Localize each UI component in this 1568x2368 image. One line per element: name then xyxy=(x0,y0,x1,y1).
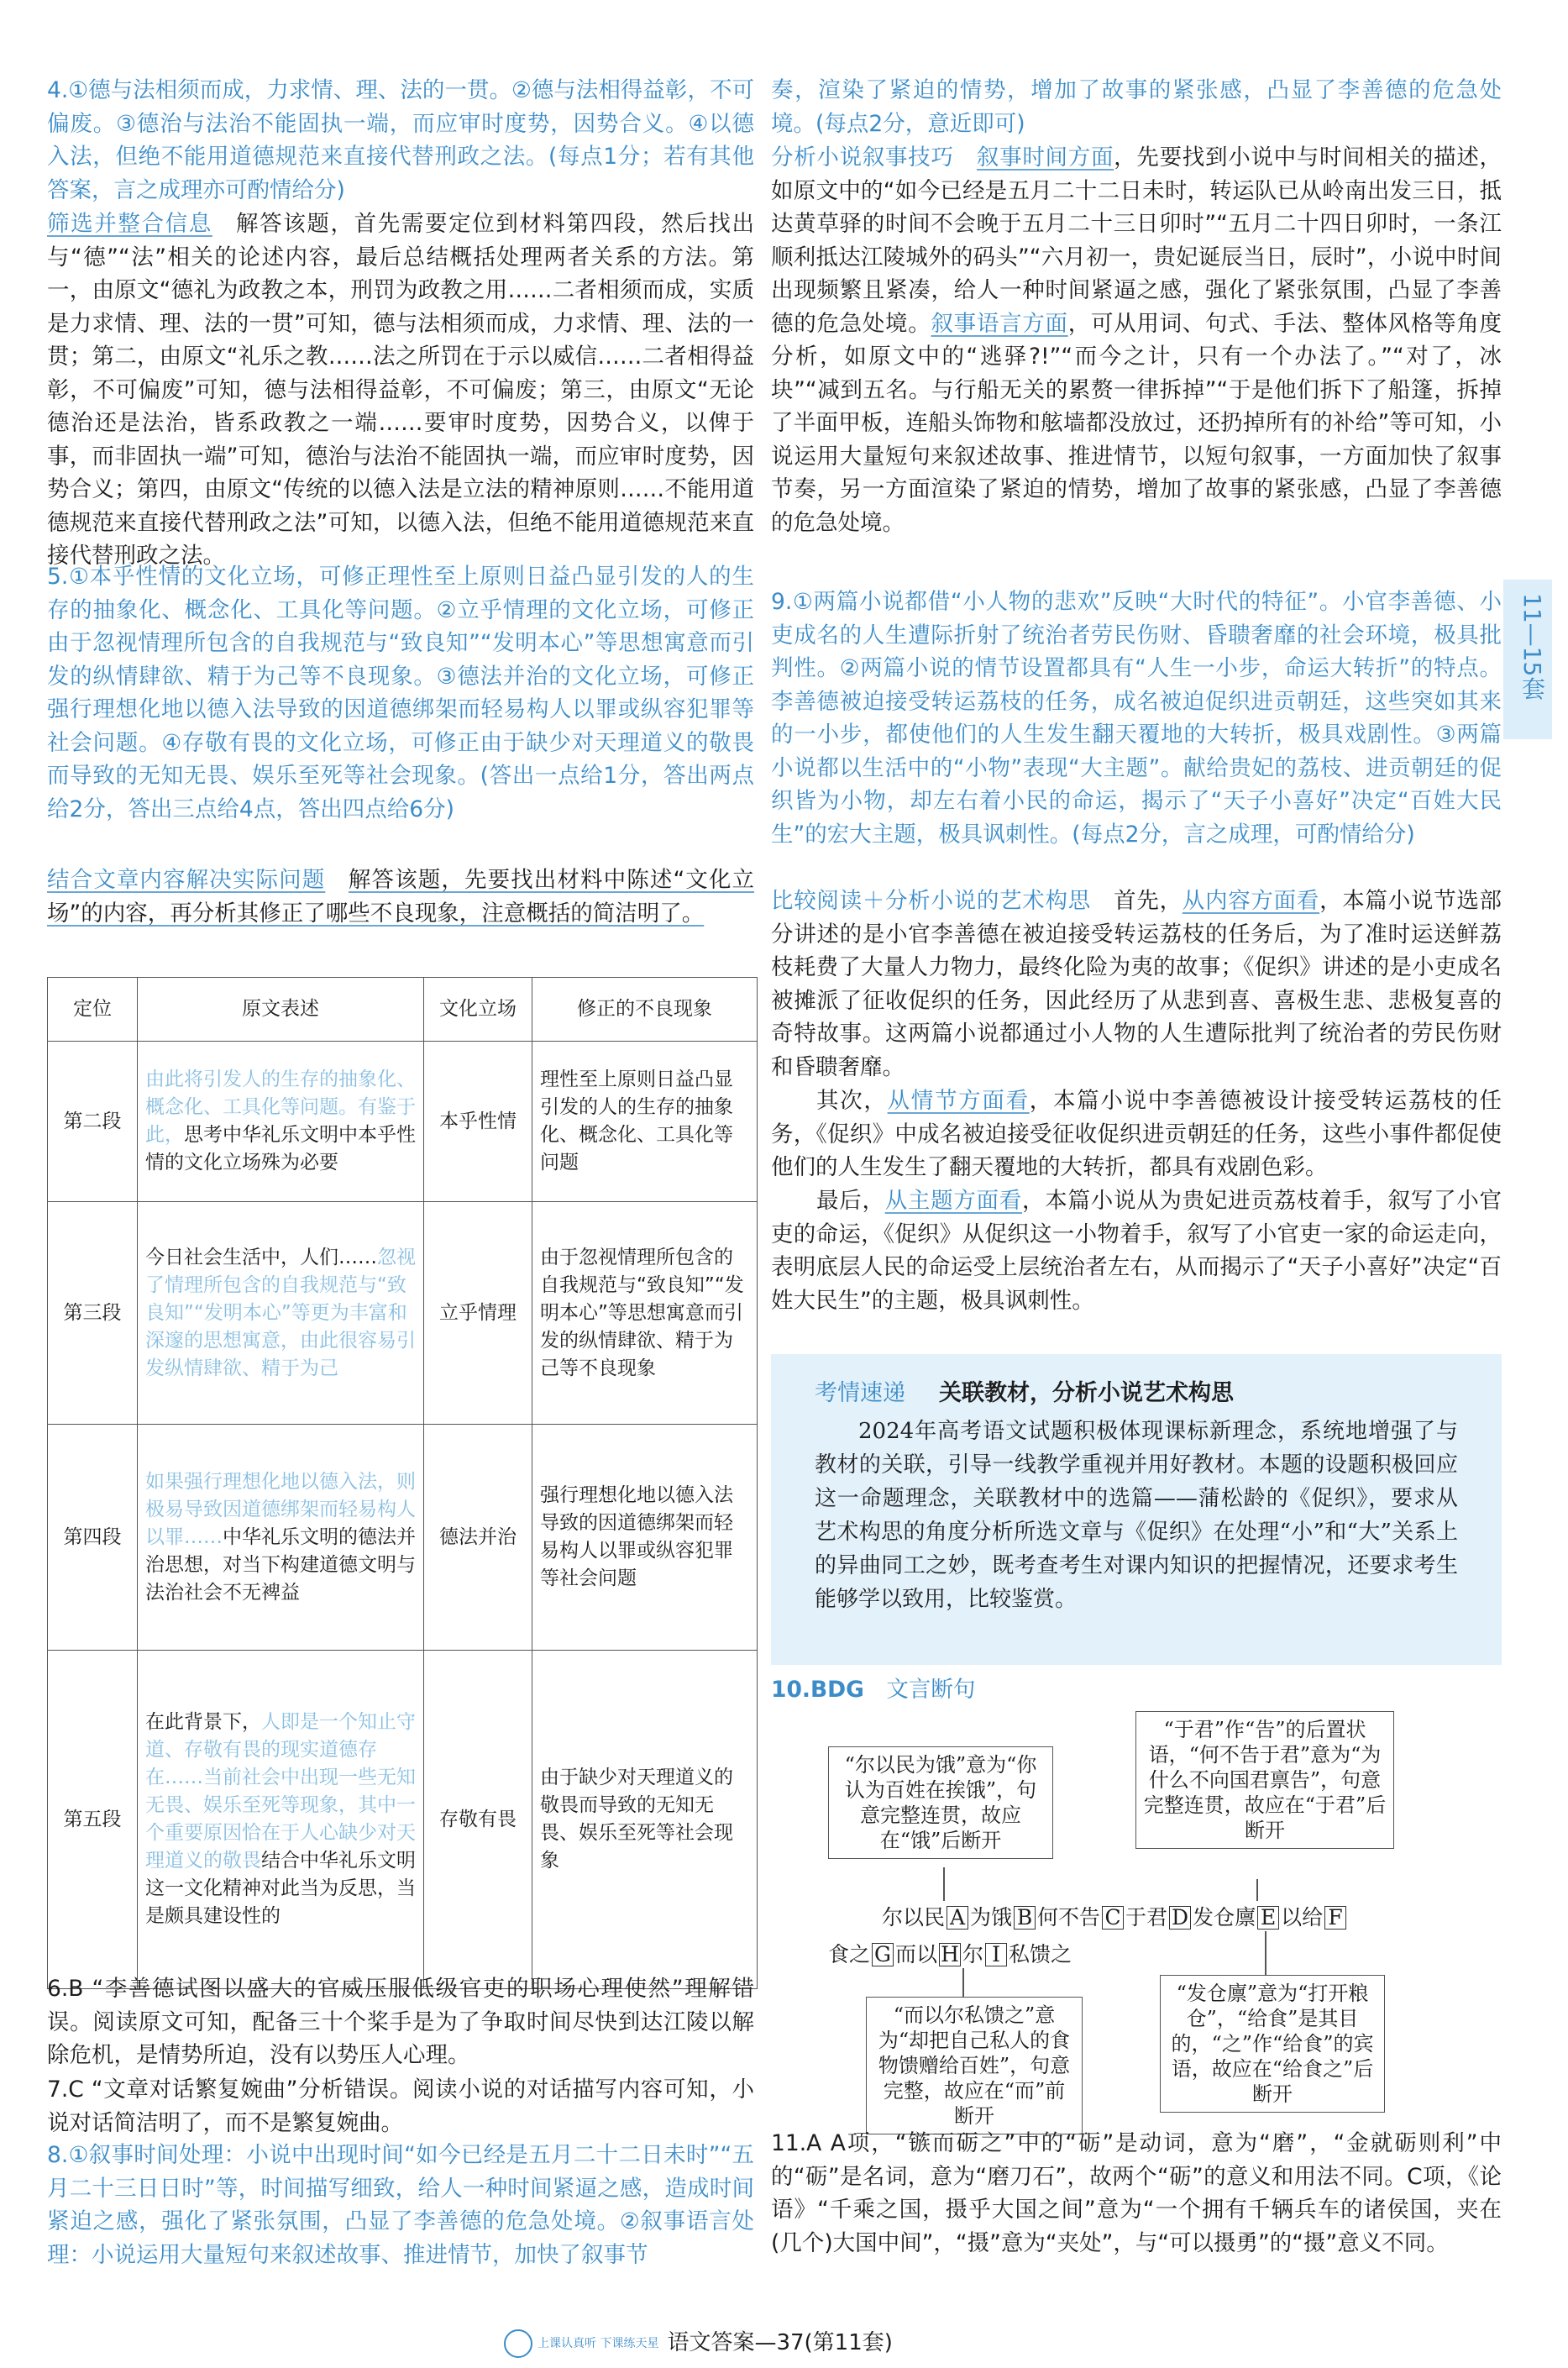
connector xyxy=(1265,1931,1266,1975)
cell-position: 第四段 xyxy=(48,1425,138,1651)
phrase: 于君 xyxy=(1125,1905,1168,1930)
subhead-time: 叙事时间方面 xyxy=(976,144,1114,171)
cell-stance: 本乎性情 xyxy=(424,1042,532,1202)
analysis-q9-p1: ，本篇小说节选部分讲述的是小官李善德在被迫接受转运荔枝的任务后，为了准时运送鲜荔枝耗费了大量人力物力，最终化险为夷的故事；《促织》讲述的是小吏成名被摊派了征收促织的任务，因此经历了从悲到喜、喜极生悲、悲极复喜的奇特故事。这两篇小说都通过小人物的人生遭际批判了统治者的劳民伤财和昏聩奢靡。 xyxy=(771,888,1502,1080)
original-text: 中华礼乐文明的德法并治思想，对当下构建道德文明与法治社会不无裨益 xyxy=(145,1525,416,1604)
cell-fix: 由于缺少对天理道义的敬畏而导致的无知无畏、娱乐至死等社会现象 xyxy=(532,1651,758,1989)
analysis-q8-language: ，可从用词、句式、手法、整体风格等角度分析，如原文中的“逃驿?!”“而今之计，只有一个办法了。”“对了，冰块”“减到五名。与行船无关的累赘一律拆掉”“于是他们拆下了船篷，拆掉了半面甲板，连船头饰物和舷墙都没放过，还扔掉所有的补给”等可知，小说运用大量短句来叙述故事、推进情节，以短句叙事，一方面加快了叙事节奏，另一方面渲染了紧迫的情势，增加了故事的紧张感，凸显了李善德的危急处境。 xyxy=(771,310,1502,536)
cell-position: 第五段 xyxy=(48,1651,138,1989)
skill-label-q9: 比较阅读＋分析小说的艺术构思 xyxy=(771,888,1091,914)
cell-fix: 理性至上原则日益凸显引发的人的生存的抽象化、概念化、工具化等问题 xyxy=(532,1042,758,1202)
answer-q10-key: 10.BDG xyxy=(771,1677,864,1703)
brand-logo-icon xyxy=(504,2329,532,2358)
analysis-q9-p2-lead: 其次， xyxy=(816,1088,888,1114)
analysis-q9-p3-lead: 最后， xyxy=(816,1188,885,1214)
analysis-q8 xyxy=(771,141,1502,539)
original-highlight: 如果强行理想化地以德入法，则极易导致因道德绑架而轻易构人以罪…… xyxy=(145,1470,416,1548)
answer-q8: 8.①叙事时间处理：小说中出现时间“如今已经是五月二十二日未时”“五月二十三日日时”等，时间描写细致，给人一种时间紧逼之感，造成时间紧迫之感，强化了紧张氛围，凸显了李善德的危急处境。②叙事语言处理：小说运用大量短句来叙述故事、推进情节，加快了叙事节 xyxy=(47,2142,754,2268)
note-box-2: “于君”作“告”的后置状语，“何不告于君”意为“为什么不向国君禀告”，句意完整连贯，故应在“于君”后断开 xyxy=(1135,1711,1394,1849)
header-original: 原文表述 xyxy=(138,978,424,1042)
break-mark: C xyxy=(1102,1906,1124,1930)
table-row xyxy=(48,1651,758,1989)
cell-fix: 强行理想化地以德入法导致的因道德绑架而轻易构人以罪或纵容犯罪等社会问题 xyxy=(532,1425,758,1651)
analysis-q5-text: 解答该题，先要找出材料中陈述“文化立场”的内容，再分析其修正了哪些不良现象，注意概括的简洁明了。 xyxy=(47,867,755,927)
break-mark: B xyxy=(1014,1906,1036,1930)
break-mark: I xyxy=(985,1943,1007,1966)
analysis-q5 xyxy=(47,864,754,930)
break-mark: G xyxy=(872,1943,894,1966)
original-text: 今日社会生活中，人们…… xyxy=(145,1246,377,1268)
answer-q9: 9.①两篇小说都借“小人物的悲欢”反映“大时代的特征”。小官李善德、小吏成名的人生遭际折射了统治者劳民伤财、昏聩奢靡的社会环境，极具批判性。②两篇小说的情节设置都具有“人生一小步，命运大转折”的特点。李善德被迫接受转运荔枝的任务，成名被迫促织进贡朝廷，这些突如其来的一小步，都使他们的人生发生翻天覆地的大转折，极具戏剧性。③两篇小说都以生活中的“小物”表现“大主题”。献给贵妃的荔枝、进贡朝廷的促织皆为小物，却左右着小民的命运，揭示了“天子小喜好”决定“百姓大民生”的宏大主题，极具讽刺性。(每点2分，言之成理，可酌情给分) xyxy=(771,589,1502,848)
set-range-tab xyxy=(1503,580,1552,739)
answer-q4: 4.①德与法相须而成，力求情、理、法的一贯。②德与法相得益彰，不可偏废。③德治与法治不能固执一端，而应审时度势，因势合义。④以德入法，但绝不能用道德规范来直接代替刑政之法。(每点1分；若有其他答案，言之成理亦可酌情给分) xyxy=(47,77,754,203)
cell-fix: 由于忽视情理所包含的自我规范与“致良知”“发明本心”等思想寓意而引发的纵情肆欲、精于为己等不良现象 xyxy=(532,1202,758,1425)
table-row xyxy=(48,1425,758,1651)
table-row xyxy=(48,1042,758,1202)
answer-q6: 6.B “李善德试图以盛大的官威压服低级官吏的职场心理使然”理解错误。阅读原文可知，配备三十个桨手是为了争取时间尽快到达江陵以解除危机，是情势所迫，没有以势压人心理。 xyxy=(47,1976,754,2068)
analysis-q4-text: 解答该题，首先需要定位到材料第四段，然后找出与“德”“法”相关的论述内容，最后总结概括处理两者关系的方法。第一，由原文“德礼为政教之本，刑罚为政教之用……二者相须而成，实质是力求情、理、法的一贯”可知，德与法相须而成，力求情、理、法的一贯；第二，由原文“礼乐之教……法之所罚在于示以威信……二者相得益彰，不可偏废”可知，德与法相得益彰，不可偏废；第三，由原文“无论德治还是法治，皆系政教之一端……要审时度势，因势合义，以俾于事，而非固执一端”可知，德治与法治不能固执一端，而应审时度势，因势合义；第四，由原文“传统的以德入法是立法的精神原则……不能用道德规范来直接代替刑政之法”可知，以德入法，但绝不能用道德规范来直接代替刑政之法。 xyxy=(47,211,755,569)
connector xyxy=(943,1867,945,1901)
cell-stance: 存敬有畏 xyxy=(424,1651,532,1989)
brand-slogan: 上课认真听 下课练天星 xyxy=(538,2336,659,2350)
skill-label-q10: 文言断句 xyxy=(886,1677,976,1703)
answer-q10 xyxy=(771,1673,1502,1707)
exam-trend-header xyxy=(815,1374,1234,1407)
set-range-label: 11—15套 xyxy=(1518,593,1546,701)
analysis-q9-p3-text: ，本篇小说从为贵妃进贡荔枝着手，叙写了小官吏的命运，《促织》从促织这一小物着手，叙写了小官吏一家的命运走向，表明底层人民的命运受上层统治者左右，从而揭示了“天子小喜好”决定“百姓大民生”的主题，极具讽刺性。 xyxy=(771,1188,1502,1314)
table-header-row xyxy=(48,978,758,1042)
original-highlight: 忽视了情理所包含的自我规范与“致良知”“发明本心”等更为丰富和深邃的思想寓意，由此很容易引发纵情肆欲、精于为己 xyxy=(145,1246,416,1379)
sentence-line-2 xyxy=(828,1938,1072,1968)
answer-q11: 11.A A项，“镞而砺之”中的“砺”是动词，意为“磨”，“金就砺则利”中的“砺”是名词，意为“磨刀石”，故两个“砺”的意义和用法不同。C项，《论语》“千乘之国，摄乎大国之间”意为“一个拥有千辆兵车的诸侯国，夹在(几个)大国中间”，“摄”意为“夹处”，与“可以摄勇”的“摄”意义不同。 xyxy=(771,2130,1502,2256)
header-stance: 文化立场 xyxy=(424,978,532,1042)
break-mark: D xyxy=(1169,1906,1191,1930)
break-mark: A xyxy=(947,1906,968,1930)
cell-stance: 立乎情理 xyxy=(424,1202,532,1425)
analysis-q9-p2-text: ，本篇小说中李善德被设计接受转运荔枝的任务，《促织》中成名被迫接受征收促织进贡朝廷的任务，这些小事件都促使他们的人生发生了翻天覆地的大转折，都具有戏剧色彩。 xyxy=(771,1088,1502,1180)
exam-trend-box xyxy=(771,1354,1502,1665)
sentence-line-1 xyxy=(882,1901,1348,1931)
analysis-q4 xyxy=(47,207,754,573)
original-text: 思考中华礼乐文明中本乎性情的文化立场殊为必要 xyxy=(145,1124,416,1173)
subhead-plot: 从情节方面看 xyxy=(887,1088,1030,1114)
cell-position: 第三段 xyxy=(48,1202,138,1425)
original-text: 在此背景下， xyxy=(145,1711,261,1733)
original-highlight: 人即是一个知止守道、存敬有畏的现实道德存在……当前社会中出现一些无知无畏、娱乐至死等现象，其中一个重要原因恰在于人心缺少对天理道义的敬畏 xyxy=(145,1711,416,1872)
answer-q8-continued: 奏，渲染了紧迫的情势，增加了故事的紧张感，凸显了李善德的危急处境。(每点2分，意近即可) xyxy=(771,77,1502,137)
original-text: 结合中华礼乐文明这一文化精神对此当为反思，当是颇具建设性的 xyxy=(145,1850,416,1927)
note-box-4: “发仓廪”意为“打开粮仓”，“给食”是其目的，“之”作“给食”的宾语，故应在“给食之”后断开 xyxy=(1160,1975,1385,2113)
phrase: 而以 xyxy=(895,1942,938,1966)
analysis-q9-p3 xyxy=(771,1184,1502,1317)
sentence-break-diagram xyxy=(828,1711,1466,2128)
answer-q5: 5.①本乎性情的文化立场，可修正理性至上原则日益凸显引发的人的生存的抽象化、概念化、工具化等问题。②立乎情理的文化立场，可修正由于忽视情理所包含的自我规范与“致良知”“发明本心”等思想寓意而引发的纵情肆欲、精于为己等不良现象。③德法并治的文化立场，可修正强行理想化地以德入法导致的因道德绑架而轻易构人以罪或纵容犯罪等社会问题。④存敬有畏的文化立场，可修正由于缺少对天理道义的敬畏而导致的无知无畏、娱乐至死等社会现象。(答出一点给1分，答出两点给2分，答出三点给4点，答出四点给6分) xyxy=(47,564,754,822)
exam-trend-tag: 考情速递 xyxy=(815,1380,905,1406)
phrase: 何不告 xyxy=(1037,1905,1101,1930)
header-position: 定位 xyxy=(48,978,138,1042)
break-mark: E xyxy=(1257,1906,1279,1930)
exam-trend-title: 关联教材，分析小说艺术构思 xyxy=(939,1380,1234,1406)
page-number: 语文答案—37(第11套) xyxy=(667,2330,893,2355)
header-fix: 修正的不良现象 xyxy=(532,978,758,1042)
cell-original xyxy=(138,1042,424,1202)
cell-original xyxy=(138,1651,424,1989)
analysis-q9-p2 xyxy=(771,1084,1502,1184)
exam-trend-body xyxy=(815,1415,1458,1616)
cell-stance: 德法并治 xyxy=(424,1425,532,1651)
phrase: 发仓廪 xyxy=(1193,1905,1256,1930)
note-box-1: “尔以民为饿”意为“你认为百姓在挨饿”，句意完整连贯，故应在“饿”后断开 xyxy=(828,1746,1053,1859)
cell-original xyxy=(138,1425,424,1651)
exam-trend-text: 2024年高考语文试题积极体现课标新理念，系统地增强了与教材的关联，引导一线教学重视并用好教材。本题的设题积极回应这一命题理念，关联教材中的选篇——蒲松龄的《促织》，要求从艺术构思的角度分析所选文章与《促织》在处理“小”和“大”关系上的异曲同工之妙，既考查考生对课内知识的把握情况，还要求考生能够学以致用，比较鉴赏。 xyxy=(815,1419,1458,1612)
connector xyxy=(1256,1879,1258,1901)
subhead-language: 叙事语言方面 xyxy=(931,310,1068,337)
break-mark: H xyxy=(939,1943,961,1966)
phrase: 食之 xyxy=(828,1942,871,1966)
cell-position: 第二段 xyxy=(48,1042,138,1202)
table-row xyxy=(48,1202,758,1425)
subhead-theme: 从主题方面看 xyxy=(884,1188,1023,1214)
break-mark: F xyxy=(1324,1906,1346,1930)
analysis-table xyxy=(47,977,758,1989)
analysis-q9 xyxy=(771,885,1502,1084)
analysis-q9-p1-lead: 首先， xyxy=(1114,888,1183,914)
page-footer xyxy=(504,2325,893,2358)
phrase: 以给 xyxy=(1281,1905,1324,1930)
original-highlight: 由此将引发人的生存的抽象化、概念化、工具化等问题。有鉴于此， xyxy=(145,1068,416,1146)
analysis-q8-time: ，先要找到小说中与时间相关的描述，如原文中的“如今已经是五月二十二日未时，转运队已从岭南出发三日，抵达黄草驿的时间不会晚于五月二十三日卯时”“五月二十四日卯时，一条江顺利抵达江陵城外的码头”“六月初一，贵妃诞辰当日，辰时”，小说中时间出现频繁且紧凑，给人一种时间紧逼之感，强化了紧张氛围，凸显了李善德的危急处境。 xyxy=(771,144,1502,337)
skill-label-q4: 筛选并整合信息 xyxy=(47,211,212,237)
subhead-content: 从内容方面看 xyxy=(1182,888,1320,914)
phrase: 私馈之 xyxy=(1009,1942,1072,1966)
note-box-3: “而以尔私馈之”意为“却把自己私人的食物馈赠给百姓”，句意完整，故应在“而”前断开 xyxy=(866,1997,1083,2134)
skill-label-q5: 结合文章内容解决实际问题 xyxy=(47,867,326,893)
cell-original xyxy=(138,1202,424,1425)
skill-label-q8: 分析小说叙事技巧 xyxy=(771,144,954,171)
answer-q7: 7.C “文章对话繁复婉曲”分析错误。阅读小说的对话描写内容可知，小说对话简洁明了，而不是繁复婉曲。 xyxy=(47,2077,754,2136)
connector xyxy=(962,1968,964,1997)
phrase: 为饿 xyxy=(970,1905,1013,1930)
phrase: 尔以民 xyxy=(882,1905,946,1930)
phrase: 尔 xyxy=(962,1942,984,1966)
